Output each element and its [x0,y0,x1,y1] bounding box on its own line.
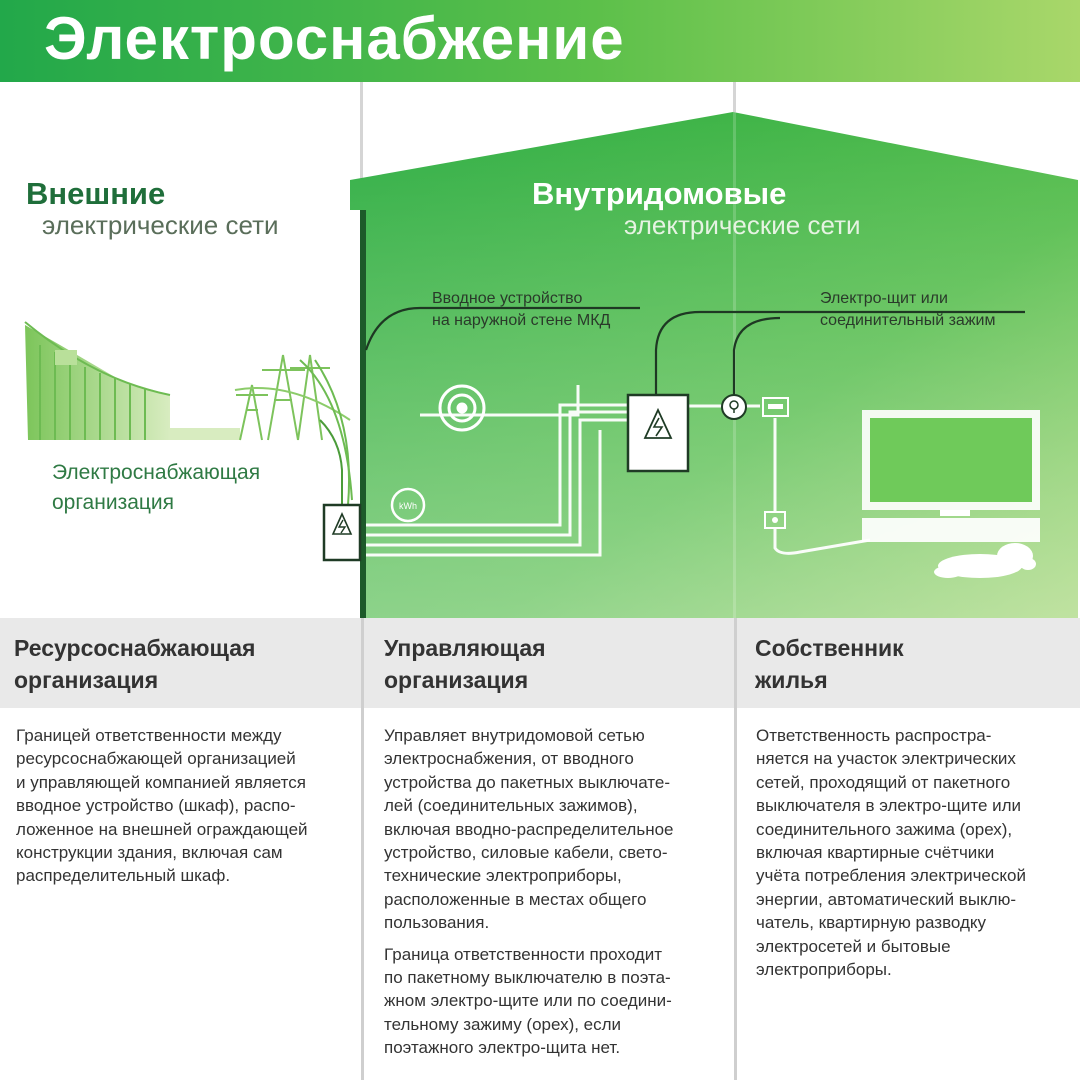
text-line: жном электро-щите или по соедини- [384,991,672,1011]
supplier-label [52,458,260,518]
meter-label: kWh [399,501,417,511]
text-line: электроснабжения, от вводного [384,749,634,769]
power-supply-diagram [0,82,1080,618]
text-line: включая квартирные счётчики [756,843,995,863]
input-device-box [324,505,360,560]
column-paragraph [384,724,729,935]
text-line: тельному зажиму (орех), если [384,1014,622,1034]
connector-nut-icon [722,395,746,419]
text-line: Границей ответственности между [16,726,282,745]
column-heading-line: Собственник [755,635,904,661]
external-networks-title: Внешние [26,176,166,211]
external-networks-subtitle: электрические сети [42,210,279,240]
input-device-label-line: на наружной стене МКД [432,312,611,329]
text-line: конструкции здания, включая сам [16,843,283,863]
column-heading-owner [737,618,1080,708]
text-line: устройства до пакетных выключате- [384,772,671,792]
page-title: Электроснабжение [44,5,625,72]
text-line: распределительный шкаф. [16,866,231,886]
column-heading-line: организация [384,667,529,693]
internal-networks-subtitle: электрические сети [624,210,861,240]
text-line: по пакетному выключателю в поэта- [384,968,671,988]
column-divider [734,618,737,1080]
text-line: ресурсоснабжающей организацией [16,749,296,769]
text-line: ложенное на внешней ограждающей [16,819,308,839]
distribution-panel [628,395,688,471]
column-text-owner [756,724,1074,989]
column-text-management [384,724,729,1068]
column-heading-line: Управляющая [384,635,546,661]
text-line: устройство, силовые кабели, свето- [384,843,668,863]
text-line: лей (соединительных зажимов), [384,796,638,816]
text-line: вводное устройство (шкаф), распо- [16,796,296,816]
panel-label [820,288,995,332]
text-line: Управляет внутридомовой сетью [384,726,645,745]
column-heading-supplier [0,618,361,708]
text-line: сетей, проходящий от пакетного [756,772,1011,792]
column-heading-line: организация [14,667,159,693]
column-heading-line: жилья [755,667,828,693]
title-bar [0,0,1080,82]
external-cable [320,420,342,505]
tv-icon [862,410,1040,542]
column-paragraph [384,943,729,1060]
column-heading-line: Ресурсоснабжающая [14,635,256,661]
text-line: Ответственность распростра- [756,726,992,745]
power-plant-icon [25,322,240,440]
text-line: электросетей и бытовые [756,936,951,956]
text-line: няется на участок электрических [756,749,1016,769]
column-heading-management [364,618,734,708]
supplier-label-line: Электроснабжающая [52,461,261,484]
supplier-label-line: организация [52,491,175,514]
text-line: учёта потребления электрической [756,866,1026,886]
input-device-label-line: Вводное устройство [432,290,583,307]
text-line: выключателя в электро-щите или [756,796,1022,816]
text-line: чатель, квартирную разводку [756,913,987,933]
column-paragraph [16,724,356,888]
text-line: поэтажного электро-щита нет. [384,1038,621,1058]
text-line: энергии, автоматический выклю- [756,889,1016,909]
column-divider [361,618,364,1080]
text-line: электроприборы. [756,960,892,980]
column-paragraph [756,724,1074,981]
internal-networks-title: Внутридомовые [532,176,787,211]
text-line: соединительного зажима (орех), [756,819,1013,839]
column-text-supplier [16,724,356,896]
input-device-label [432,288,610,332]
column-divider-left [360,82,363,182]
text-line: включая вводно-распределительное [384,819,674,839]
text-line: Граница ответственности проходит [384,944,662,964]
text-line: пользования. [384,913,490,933]
panel-label-line: Электро-щит или [820,290,948,307]
text-line: и управляющей компанией является [16,772,306,792]
panel-label-line: соединительный зажим [820,312,996,329]
text-line: расположенные в местах общего [384,889,647,909]
text-line: технические электроприборы, [384,866,622,886]
